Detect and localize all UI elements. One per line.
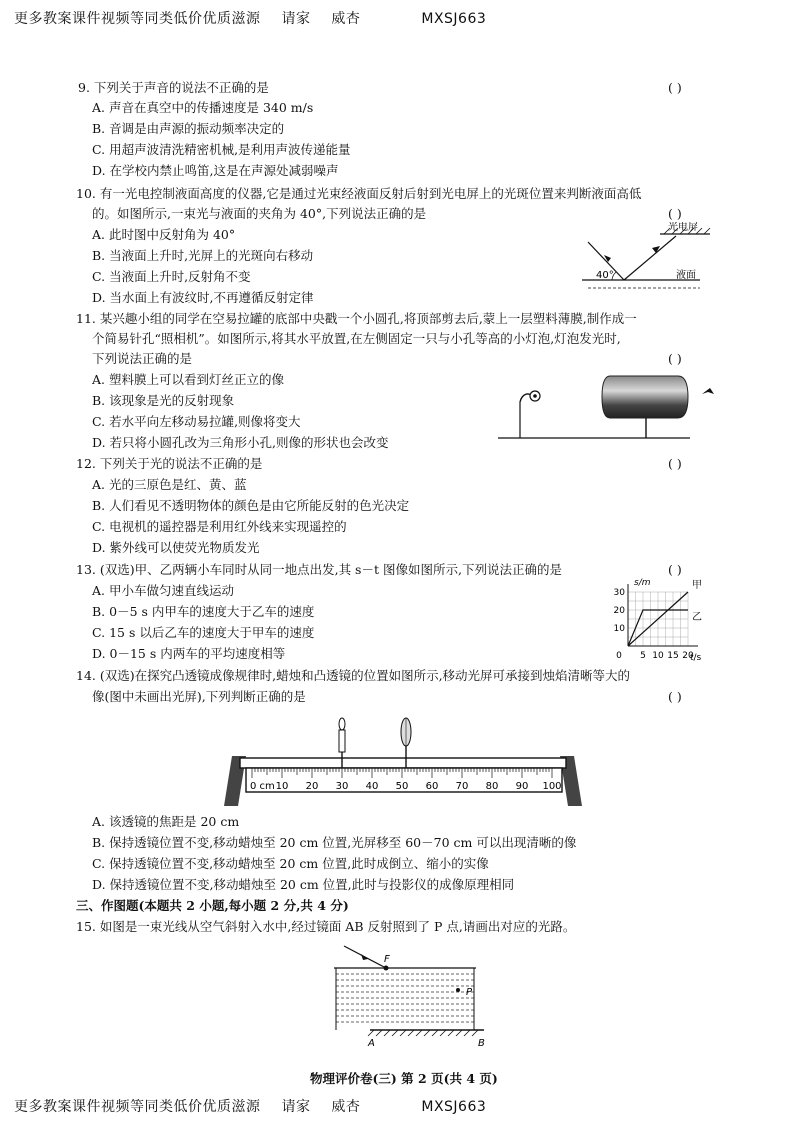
q13-answer-paren: ( ) (668, 562, 682, 577)
q13-option-c: C. 15 s 以后乙车的速度大于甲车的速度 (92, 625, 315, 640)
q10-surface-label: 液面 (676, 270, 696, 281)
q9-option-c: C. 用超声波清洗精密机械,是利用声波传递能量 (92, 142, 351, 157)
page-footer: 物理评价卷(三) 第 2 页(共 4 页) (310, 1071, 498, 1086)
q10-option-b: B. 当液面上升时,光屏上的光斑向右移动 (92, 248, 314, 263)
q15-point-a: A (368, 1038, 375, 1049)
q10-stem-2: 的。如图所示,一束光与液面的夹角为 40°,下列说法正确的是 (92, 206, 427, 221)
q12-option-c: C. 电视机的遥控器是利用红外线来实现遥控的 (92, 519, 347, 534)
q14-option-b: B. 保持透镜位置不变,移动蜡烛至 20 cm 位置,光屏移至 60－70 cm 可以出现清晰的像 (92, 835, 577, 850)
q14-option-c: C. 保持透镜位置不变,移动蜡烛至 20 cm 位置,此时成倒立、缩小的实像 (92, 856, 489, 871)
section-3-heading: 三、作图题(本题共 2 小题,每小题 2 分,共 4 分) (76, 898, 349, 913)
series-label-0: 甲 (692, 580, 702, 591)
ruler-label: 10 (275, 781, 289, 792)
q13-option-a: A. 甲小车做匀速直线运动 (92, 583, 234, 598)
y-tick-label: 30 (613, 588, 625, 598)
ruler-label: 50 (395, 781, 409, 792)
footer-bar (14, 1096, 502, 1116)
x-tick-label: 20 (682, 651, 694, 661)
q9-option-b: B. 音调是由声源的振动频率决定的 (92, 121, 285, 136)
q9-stem: 9. 下列关于声音的说法不正确的是 (78, 80, 269, 95)
ruler-label: 80 (485, 781, 499, 792)
q14-optical-bench (218, 712, 588, 812)
x-tick-label: 15 (667, 651, 679, 661)
q11-pinhole-camera-figure (498, 366, 720, 444)
header-text: 更多教案课件视频等同类低价优质滋源 (14, 11, 261, 27)
q10-light-diagram (580, 222, 720, 304)
q11-option-d: D. 若只将小圆孔改为三角形小孔,则像的形状也会改变 (92, 435, 389, 450)
ruler-label: 40 (365, 781, 379, 792)
q11-option-c: C. 若水平向左移动易拉罐,则像将变大 (92, 414, 301, 429)
q11-stem-3: 下列说法正确的是 (92, 351, 193, 366)
ruler-label: 20 (305, 781, 319, 792)
q13-st-chart (604, 576, 714, 666)
header-contact: 请家 (281, 11, 311, 27)
q11-answer-paren: ( ) (668, 351, 682, 366)
q12-option-d: D. 紫外线可以使荧光物质发光 (92, 540, 260, 555)
x-tick-label: 10 (652, 651, 664, 661)
q10-stem-1: 10. 有一光电控制液面高度的仪器,它是通过光束经液面反射后射到光电屏上的光斑位置来判断液面高低 (76, 186, 642, 201)
y-tick-label: 10 (613, 624, 625, 634)
q14-stem-2: 像(图中未画出光屏),下列判断正确的是 (92, 689, 306, 704)
x-tick-label: 5 (640, 651, 646, 661)
footer-text: 更多教案课件视频等同类低价优质滋源 (14, 1099, 261, 1115)
q15-stem: 15. 如图是一束光线从空气斜射入水中,经过镜面 AB 反射照到了 P 点,请画出对应的光路。 (76, 919, 576, 934)
q9-option-a: A. 声音在真空中的传播速度是 340 m/s (92, 100, 314, 115)
q14-stem-1: 14. (双选)在探究凸透镜成像规律时,蜡烛和凸透镜的位置如图所示,移动光屏可承接到烛焰清晰等大的 (76, 668, 631, 683)
q11-option-a: A. 塑料膜上可以看到灯丝正立的像 (92, 372, 284, 387)
x-tick-label: 0 (616, 651, 622, 661)
q14-option-a: A. 该透镜的焦距是 20 cm (92, 814, 240, 829)
q10-angle-label: 40° (596, 270, 614, 281)
q10-option-a: A. 此时图中反射角为 40° (92, 227, 236, 242)
chart-series-group (628, 579, 702, 646)
q10-option-d: D. 当水面上有波纹时,不再遵循反射定律 (92, 290, 314, 305)
footer-contact: 请家 (281, 1099, 311, 1115)
chart-ylabel: s/m (634, 578, 651, 588)
q9-answer-paren: ( ) (668, 80, 682, 95)
ruler-label: 100 (542, 781, 562, 792)
q13-option-d: D. 0－15 s 内两车的平均速度相等 (92, 646, 286, 661)
ruler-label: 30 (335, 781, 349, 792)
q10-answer-paren: ( ) (668, 206, 682, 221)
q15-point-f: F (384, 954, 390, 965)
q11-option-b: B. 该现象是光的反射现象 (92, 393, 235, 408)
bench-top-bar (240, 758, 566, 768)
q15-reflection-figure (334, 940, 494, 1050)
series-label-1: 乙 (692, 612, 702, 623)
chart-ticks (614, 588, 694, 661)
q10-screen-label: 光电屏 (668, 222, 698, 233)
y-tick-label: 20 (613, 606, 625, 616)
q12-answer-paren: ( ) (668, 456, 682, 471)
footer-code: MXSJ663 (421, 1099, 487, 1115)
ruler-label-0: 0 cm (250, 781, 275, 792)
header-code: MXSJ663 (421, 11, 487, 27)
q13-stem: 13. (双选)甲、乙两辆小车同时从同一地点出发,其 s－t 图像如图所示,下列说法正确的是 (76, 562, 562, 577)
q12-option-a: A. 光的三原色是红、黄、蓝 (92, 477, 247, 492)
q11-stem-2: 个简易针孔“照相机”。如图所示,将其水平放置,在左侧固定一只与小孔等高的小灯泡,灯泡发光时, (92, 331, 621, 346)
q9-option-d: D. 在学校内禁止鸣笛,这是在声源处减弱噪声 (92, 163, 339, 178)
q10-option-c: C. 当液面上升时,反射角不变 (92, 269, 251, 284)
q11-stem-1: 11. 某兴趣小组的同学在空易拉罐的底部中央戳一个小圆孔,将顶部剪去后,蒙上一层塑料薄膜,制作成一 (76, 311, 637, 326)
header-bar (14, 8, 502, 28)
footer-name: 威杏 (331, 1099, 361, 1115)
q14-option-d: D. 保持透镜位置不变,移动蜡烛至 20 cm 位置,此时与投影仪的成像原理相同 (92, 877, 515, 892)
ruler-label: 90 (515, 781, 529, 792)
q15-point-p: P (466, 987, 473, 998)
chart-xlabel: t/s (690, 653, 702, 663)
q12-option-b: B. 人们看见不透明物体的颜色是由它所能反射的色光决定 (92, 498, 410, 513)
q13-option-b: B. 0－5 s 内甲车的速度大于乙车的速度 (92, 604, 315, 619)
q12-stem: 12. 下列关于光的说法不正确的是 (76, 456, 263, 471)
ruler-label: 60 (425, 781, 439, 792)
q14-answer-paren: ( ) (668, 689, 682, 704)
header-name: 威杏 (331, 11, 361, 27)
q15-point-b: B (478, 1038, 485, 1049)
ruler-label: 70 (455, 781, 469, 792)
